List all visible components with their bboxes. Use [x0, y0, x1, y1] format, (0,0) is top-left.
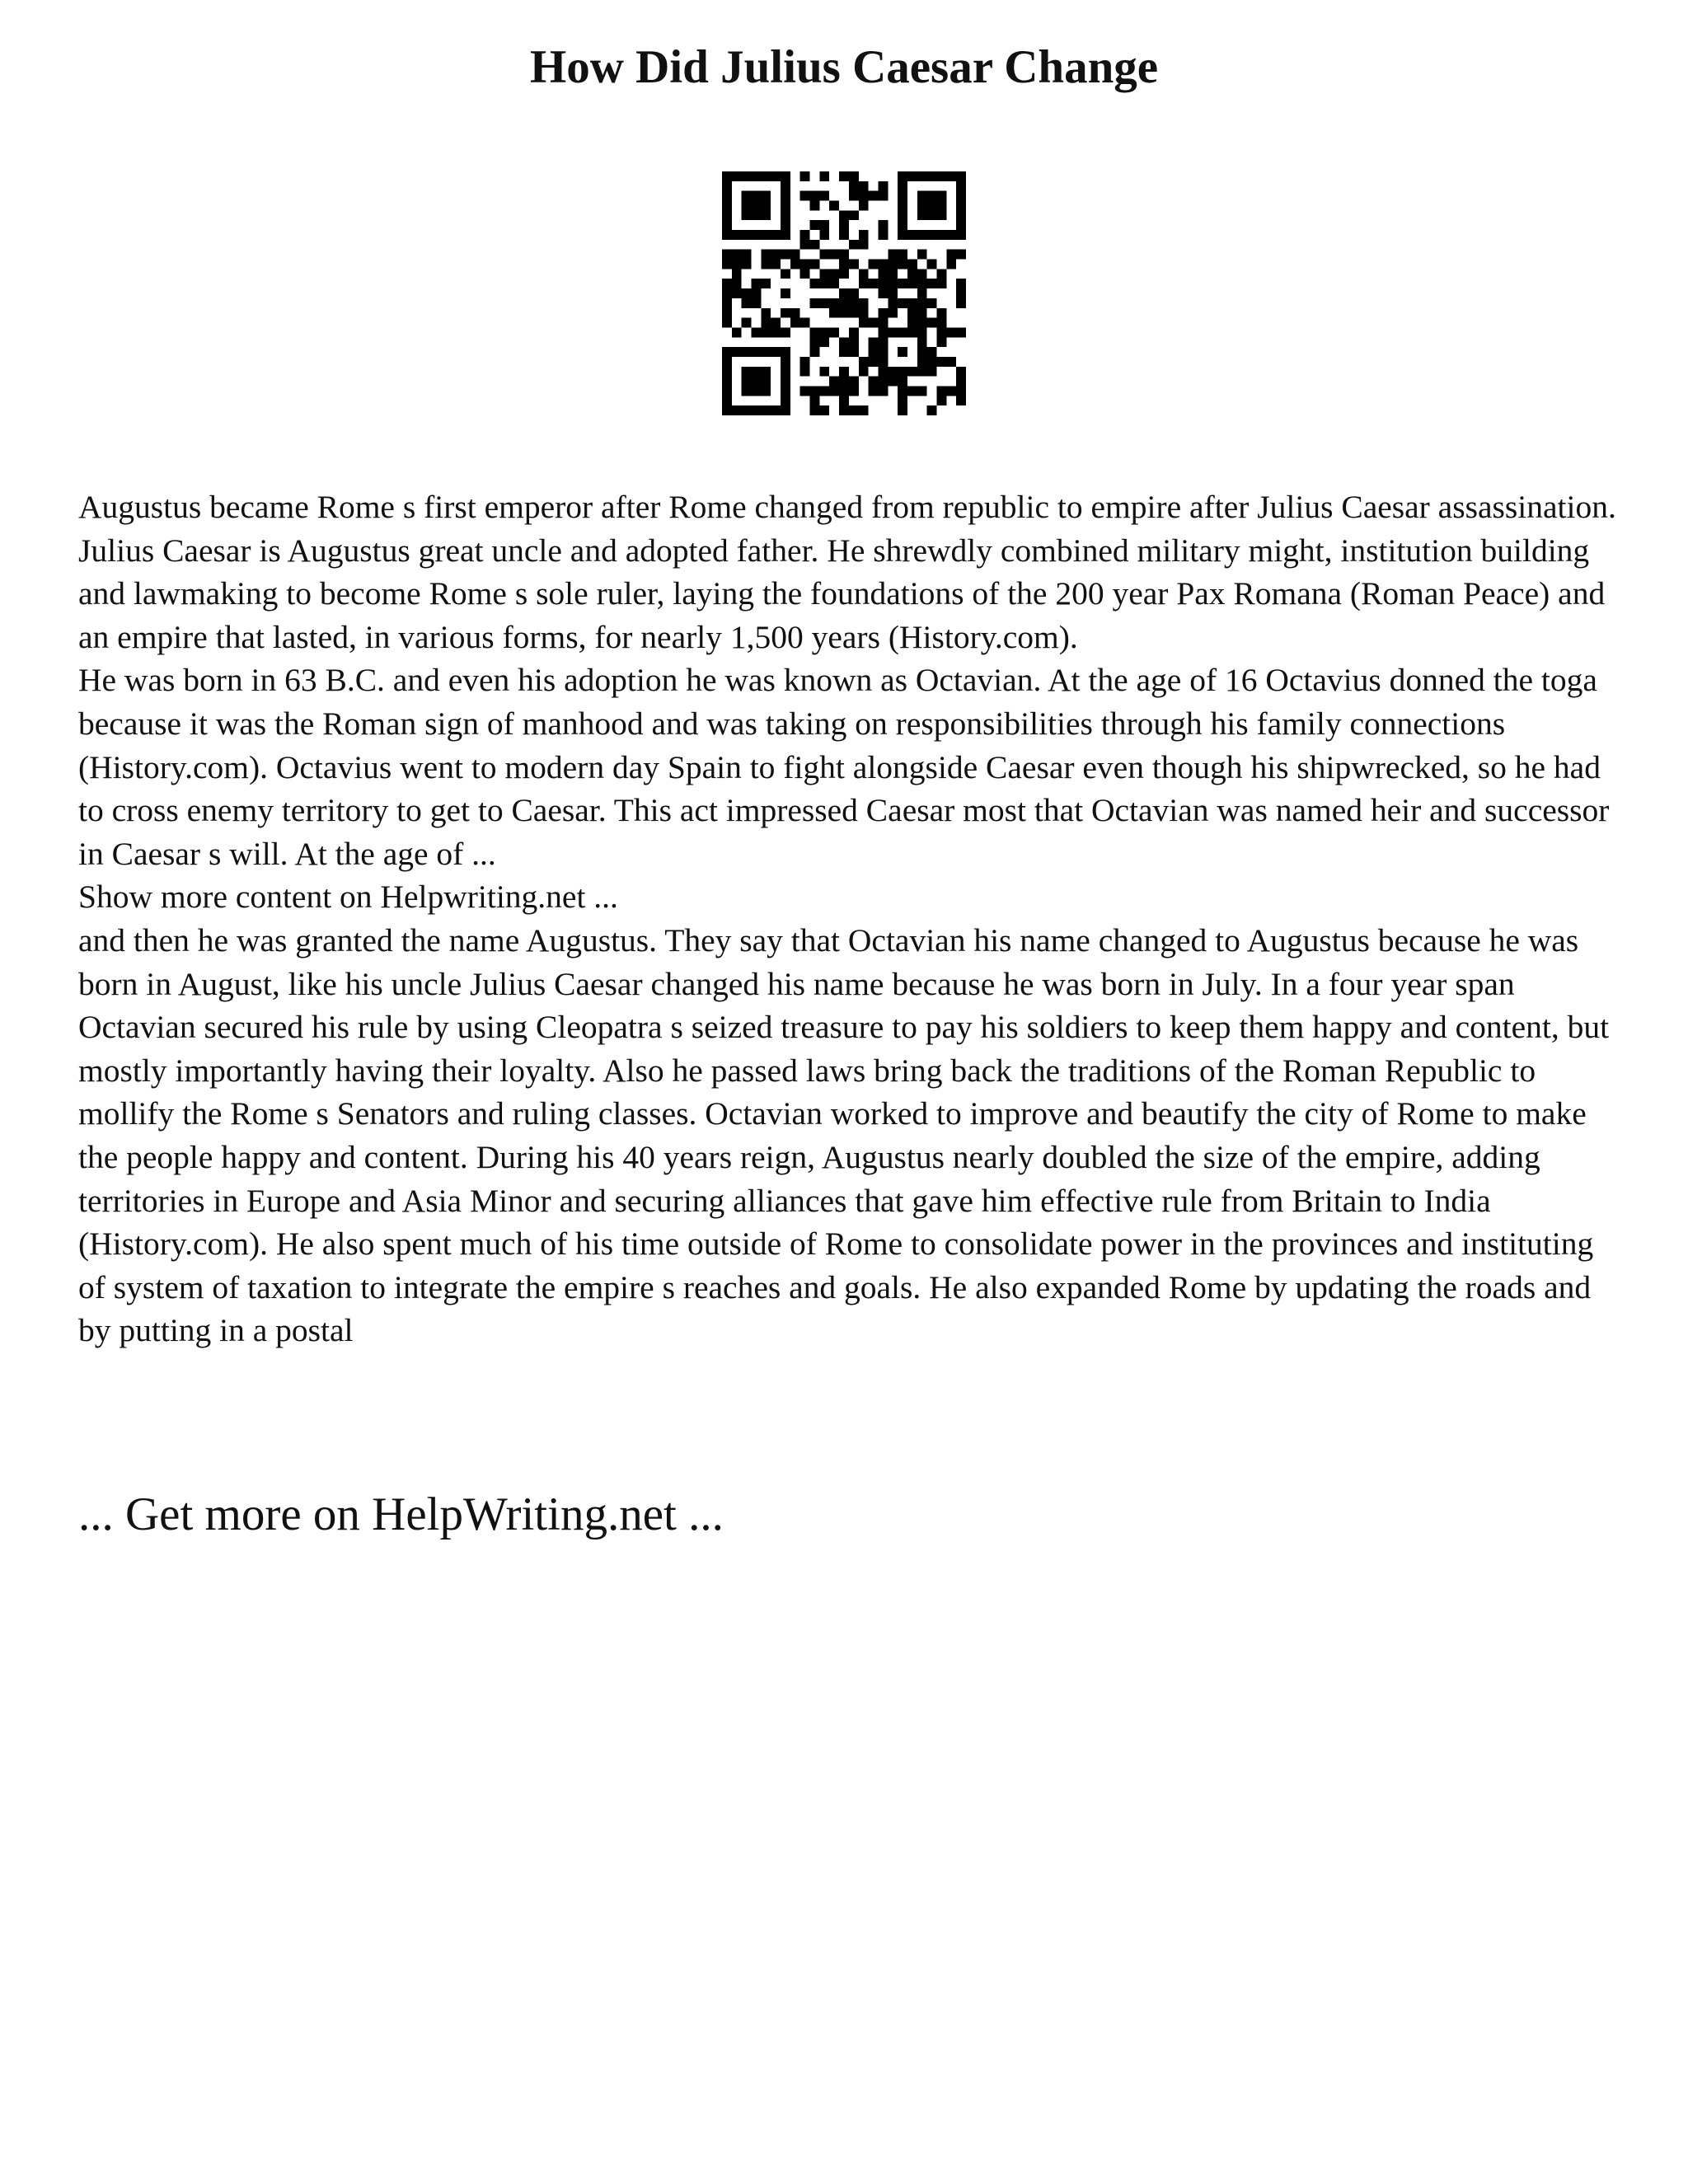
paragraph: and then he was granted the name Augustus. They say that Octavian his name changed to Augustus because he was born in August, like his uncle Julius Caesar changed his name because he was born in July. In a four year span Octavian secured his rule by using Cleopatra s seized treasure to pay his soldiers to keep them happy and content, but mostly importantly having their loyalty. Also he passed laws bring back the traditions of the Roman Republic to mollify the Rome s Senators and ruling classes. Octavian worked to improve and beautify the city of Rome to make the people happy and content. During his 40 years reign, Augustus nearly doubled the size of the empire, adding territories in Europe and Asia Minor and securing alliances that gave him effective rule from Britain to India (History.com). He also spent much of his time outside of Rome to consolidate power in the provinces and instituting of system of taxation to integrate the empire s reaches and goals. He also expanded Rome by updating the roads and by putting in a postal [78, 921, 1610, 1349]
paragraph: Augustus became Rome s first emperor after Rome changed from republic to empire after Julius Caesar assassination. Julius Caesar is Augustus great uncle and adopted father. He shrewdly combined military might, institution building and lawmaking to become Rome s sole ruler, laying the foundations of the 200 year Pax Romana (Roman Peace) and an empire that lasted, in various forms, for nearly 1,500 years (History.com). [78, 489, 1616, 655]
get-more-link[interactable]: ... Get more on HelpWriting.net ... [78, 1488, 724, 1540]
show-more-link[interactable]: Show more content on Helpwriting.net ... [78, 879, 618, 916]
article-body [78, 485, 1620, 1352]
qr-code-icon [722, 171, 966, 415]
paragraph: He was born in 63 B.C. and even his adoption he was known as Octavian. At the age of 16 Octavius donned the toga because it was the Roman sign of manhood and was taking on responsibilities through his family connections (History.com). Octavius went to modern day Spain to fight alongside Caesar even though his shipwrecked, so he had to cross enemy territory to get to Caesar. This act impressed Caesar most that Octavian was named heir and successor in Caesar s will. At the age of ... [78, 662, 1610, 872]
page-title: How Did Julius Caesar Change [529, 41, 1159, 93]
